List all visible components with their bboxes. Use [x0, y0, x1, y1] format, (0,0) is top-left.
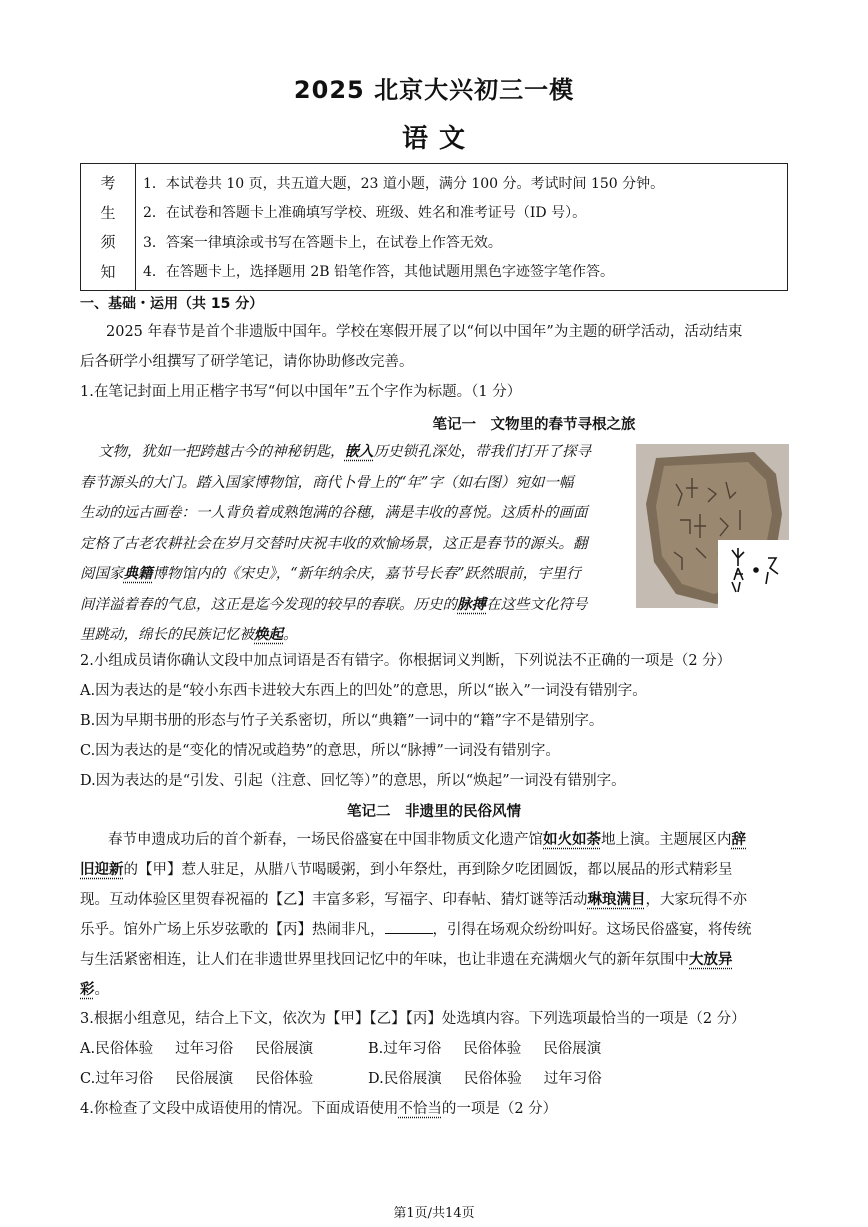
text: 乐乎。馆外广场上乐岁弦歌的【丙】热闹非凡，: [80, 922, 385, 938]
text: 。: [283, 627, 298, 643]
dotted-idiom-ruhuorutu: 如火如荼: [543, 831, 601, 848]
option-item: 民俗展演: [255, 1041, 314, 1057]
note-2-line: [80, 945, 733, 975]
dotted-idiom-cijiu-rest: 旧迎新: [80, 861, 124, 878]
option-item: 过年习俗: [543, 1071, 602, 1087]
option-item: 过年习俗: [383, 1041, 442, 1057]
exam-title: 2025 北京大兴初三一模: [293, 76, 575, 104]
note-2-line: [80, 885, 747, 915]
option-item: 民俗体验: [463, 1071, 522, 1087]
option-letter: D.: [368, 1071, 384, 1087]
text: 在这些文化符号: [486, 596, 588, 613]
dotted-idiom-dafang: 大放异: [689, 951, 733, 968]
note-2-title: 笔记二 非遗里的民俗风情: [347, 804, 521, 820]
note-1-title: 笔记一 文物里的春节寻根之旅: [432, 417, 636, 433]
question-2-option-d: D.因为表达的是“引发、引起（注意、回忆等）”的意思，所以“焕起”一词没有错别字。: [80, 773, 626, 789]
note-2-line: [80, 915, 752, 945]
section-heading: 一、基础・运用（共 15 分）: [80, 296, 264, 312]
text: 间洋溢着春的气息，这正是迄今发现的较早的春联。历史的: [80, 596, 457, 613]
notice-label-char: 生: [100, 203, 116, 222]
note-1-line: [80, 559, 581, 590]
fill-blank: [385, 919, 433, 934]
option-item: 民俗体验: [255, 1071, 314, 1087]
question-3-option-b: [368, 1034, 601, 1064]
text: ，引得在场观众纷纷叫好。这场民俗盛宴，将传统: [432, 922, 752, 938]
text: 地上演。主题展区内: [601, 832, 732, 848]
text: 历史锁孔深处，带我们打开了探寻: [373, 444, 591, 460]
option-item: 民俗展演: [175, 1071, 234, 1087]
notice-items: [143, 164, 781, 290]
intro-line: 后各研学小组撰写了研学笔记，请你协助修改完善。: [80, 354, 414, 370]
text: 的一项是（2 分）: [441, 1101, 558, 1117]
text: 文物，犹如一把跨越古今的神秘钥匙，: [98, 444, 345, 460]
question-3-stem: 3.根据小组意见，结合上下文，依次为【甲】【乙】【丙】处选填内容。下列选项最恰当的一项是（2 分）: [80, 1011, 746, 1027]
text: 4.你检查了文段中成语使用的情况。下面成语使用: [80, 1101, 399, 1117]
page-number: 第1页/共14页: [393, 1206, 475, 1221]
note-1-line: 生动的远古画卷：一人背负着成熟饱满的谷穗，满是丰收的喜悦。这质朴的画面: [80, 505, 588, 521]
notice-item: 4．在答题卡上，选择题用 2B 铅笔作答，其他试题用黑色字迹签字笔作答。: [143, 264, 615, 281]
question-2-option-c: C.因为表达的是“变化的情况或趋势”的意思，所以“脉搏”一词没有错别字。: [80, 743, 560, 759]
note-1-line: [98, 437, 591, 468]
text: ，大家玩得不亦: [645, 892, 747, 908]
notice-item: 3．答案一律填涂或书写在答题卡上，在试卷上作答无效。: [143, 234, 502, 251]
oracle-bone-image: [636, 444, 789, 608]
text: 春节申遗成功后的首个新春，一场民俗盛宴在中国非物质文化遗产馆: [108, 832, 543, 848]
notice-label: [81, 164, 136, 290]
question-2-stem: 2.小组成员请你确认文段中加点词语是否有错字。你根据词义判断，下列说法不正确的一项是（2 分）: [80, 653, 732, 669]
text: 里跳动，绵长的民族记忆被: [80, 627, 254, 643]
text: 阅国家: [80, 566, 124, 582]
notice-label-char: 考: [100, 174, 116, 193]
dotted-idiom-linlang: 琳琅满目: [587, 891, 646, 908]
text: 。: [94, 982, 109, 998]
question-3-option-c: [80, 1064, 313, 1094]
text: 现。互动体验区里贺春祝福的【乙】丰富多彩，写福字、印春帖、猜灯谜等活动: [80, 892, 588, 908]
note-1-line: 定格了古老农耕社会在岁月交替时庆祝丰收的欢愉场景，这正是春节的源头。翻: [80, 535, 588, 552]
oracle-bone-illustration: [636, 444, 789, 608]
question-2-option-b: B.因为早期书册的形态与竹子关系密切，所以“典籍”一词中的“籍”字不是错别字。: [80, 713, 604, 729]
question-3-option-a: [80, 1034, 313, 1064]
note-1-line: [80, 590, 588, 621]
question-3-option-d: [368, 1064, 602, 1094]
option-item: 过年习俗: [175, 1041, 234, 1057]
question-2-option-a: A.因为表达的是“较小东西卡进较大东西上的凹处”的意思，所以“嵌入”一词没有错别字。: [80, 683, 647, 699]
dotted-word-dianji: 典籍: [123, 565, 153, 582]
option-letter: B.: [368, 1041, 384, 1057]
option-letter: A.: [80, 1041, 96, 1057]
note-2-line: [108, 825, 746, 855]
dotted-idiom-cijiu-part: 辞: [731, 831, 746, 848]
question-1: 1.在笔记封面上用正楷字书写“何以中国年”五个字作为标题。（1 分）: [80, 384, 522, 400]
intro-line: 2025 年春节是首个非遗版中国年。学校在寒假开展了以“何以中国年”为主题的研学活动，活动结束: [106, 324, 743, 340]
notice-label-char: 须: [100, 233, 116, 252]
text: 博物馆内的《宋史》，“新年纳余庆，嘉节号长春”跃然眼前，宇里行: [152, 566, 581, 582]
dotted-word-buqiadang: 不恰当: [398, 1101, 442, 1117]
option-item: 民俗体验: [463, 1041, 522, 1057]
note-1-line: 春节源头的大门。踏入国家博物馆，商代卜骨上的“年”字（如右图）宛如一幅: [80, 474, 574, 491]
notice-item: 1．本试卷共 10 页，共五道大题，23 道小题，满分 100 分。考试时间 150 分钟。: [143, 175, 665, 192]
option-letter: C.: [80, 1071, 96, 1087]
notice-item: 2．在试卷和答题卡上准确填写学校、班级、姓名和准考证号（ID 号）。: [143, 205, 587, 222]
dotted-word-huanqi: 焕起: [254, 626, 283, 643]
note-2-line: [80, 975, 109, 1005]
option-item: 过年习俗: [95, 1071, 154, 1087]
dotted-idiom-dafang-end: 彩: [80, 981, 95, 998]
text: 与生活紧密相连，让人们在非遗世界里找回记忆中的年味，也让非遗在充满烟火气的新年氛围中: [80, 952, 689, 968]
option-item: 民俗展演: [383, 1071, 442, 1087]
subject-title: 语 文: [401, 124, 467, 154]
question-4-stem: [80, 1094, 557, 1124]
notice-label-char: 知: [100, 262, 116, 281]
dotted-word-maibo: 脉搏: [457, 595, 486, 613]
note-2-line: [80, 855, 733, 885]
text: 的【甲】惹人驻足，从腊八节喝暖粥，到小年祭灶，再到除夕吃团圆饭，都以展品的形式精彩呈: [123, 862, 733, 878]
option-item: 民俗体验: [95, 1041, 154, 1057]
option-item: 民俗展演: [543, 1041, 602, 1057]
dotted-word-qianru: 嵌入: [344, 443, 374, 460]
candidate-notice-box: [80, 163, 788, 291]
